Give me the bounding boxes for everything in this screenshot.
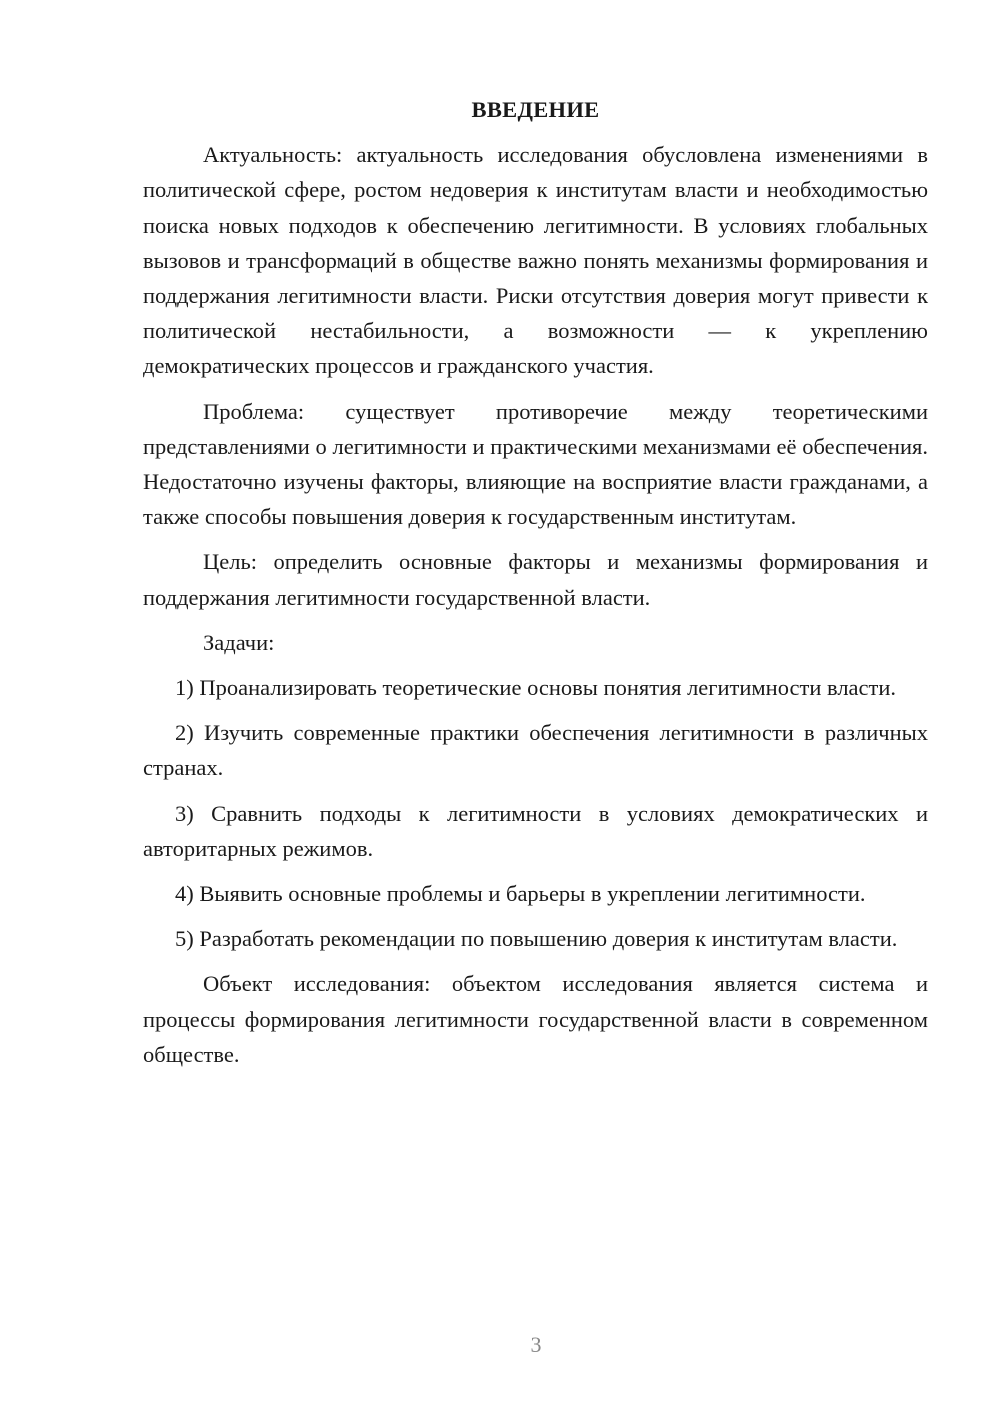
paragraph-relevance: Актуальность: актуальность исследования обусловлена изменениями в политической сфере, ростом недоверия к институтам власти и необходимостью поиска новых подходов к обеспечению легитимности. В условиях глобальных вызовов и трансформаций в обществе важно понять механизмы формирования и поддержания легитимности власти. Риски отсутствия доверия могут привести к политической нестабильности, а возможности — к укреплению демократических процессов и гражданского участия. bbox=[143, 142, 928, 379]
section-title: ВВЕДЕНИЕ bbox=[471, 97, 600, 122]
task-item-1: 1) Проанализировать теоретические основы понятия легитимности власти. bbox=[175, 675, 897, 701]
paragraph-goal: Цель: определить основные факторы и механизмы формирования и поддержания легитимности государственной власти. bbox=[143, 549, 928, 610]
paragraph-tasks-heading: Задачи: bbox=[203, 629, 275, 655]
task-item-4: 4) Выявить основные проблемы и барьеры в укреплении легитимности. bbox=[175, 881, 866, 907]
task-item-5: 5) Разработать рекомендации по повышению доверия к институтам власти. bbox=[175, 926, 898, 952]
page-body bbox=[143, 92, 928, 1082]
page-number: 3 bbox=[530, 1332, 542, 1357]
task-item-2: 2) Изучить современные практики обеспечения легитимности в различных странах. bbox=[143, 720, 928, 781]
paragraph-object: Объект исследования: объектом исследования является система и процессы формирования легитимности государственной власти в современном обществе. bbox=[143, 971, 928, 1067]
task-item-3: 3) Сравнить подходы к легитимности в условиях демократических и авторитарных режимов. bbox=[143, 800, 928, 861]
paragraph-problem: Проблема: существует противоречие между теоретическими представлениями о легитимности и практическими механизмами её обеспечения. Недостаточно изучены факторы, влияющие на восприятие власти гражданами, а также способы повышения доверия к государственным институтам. bbox=[143, 398, 928, 530]
